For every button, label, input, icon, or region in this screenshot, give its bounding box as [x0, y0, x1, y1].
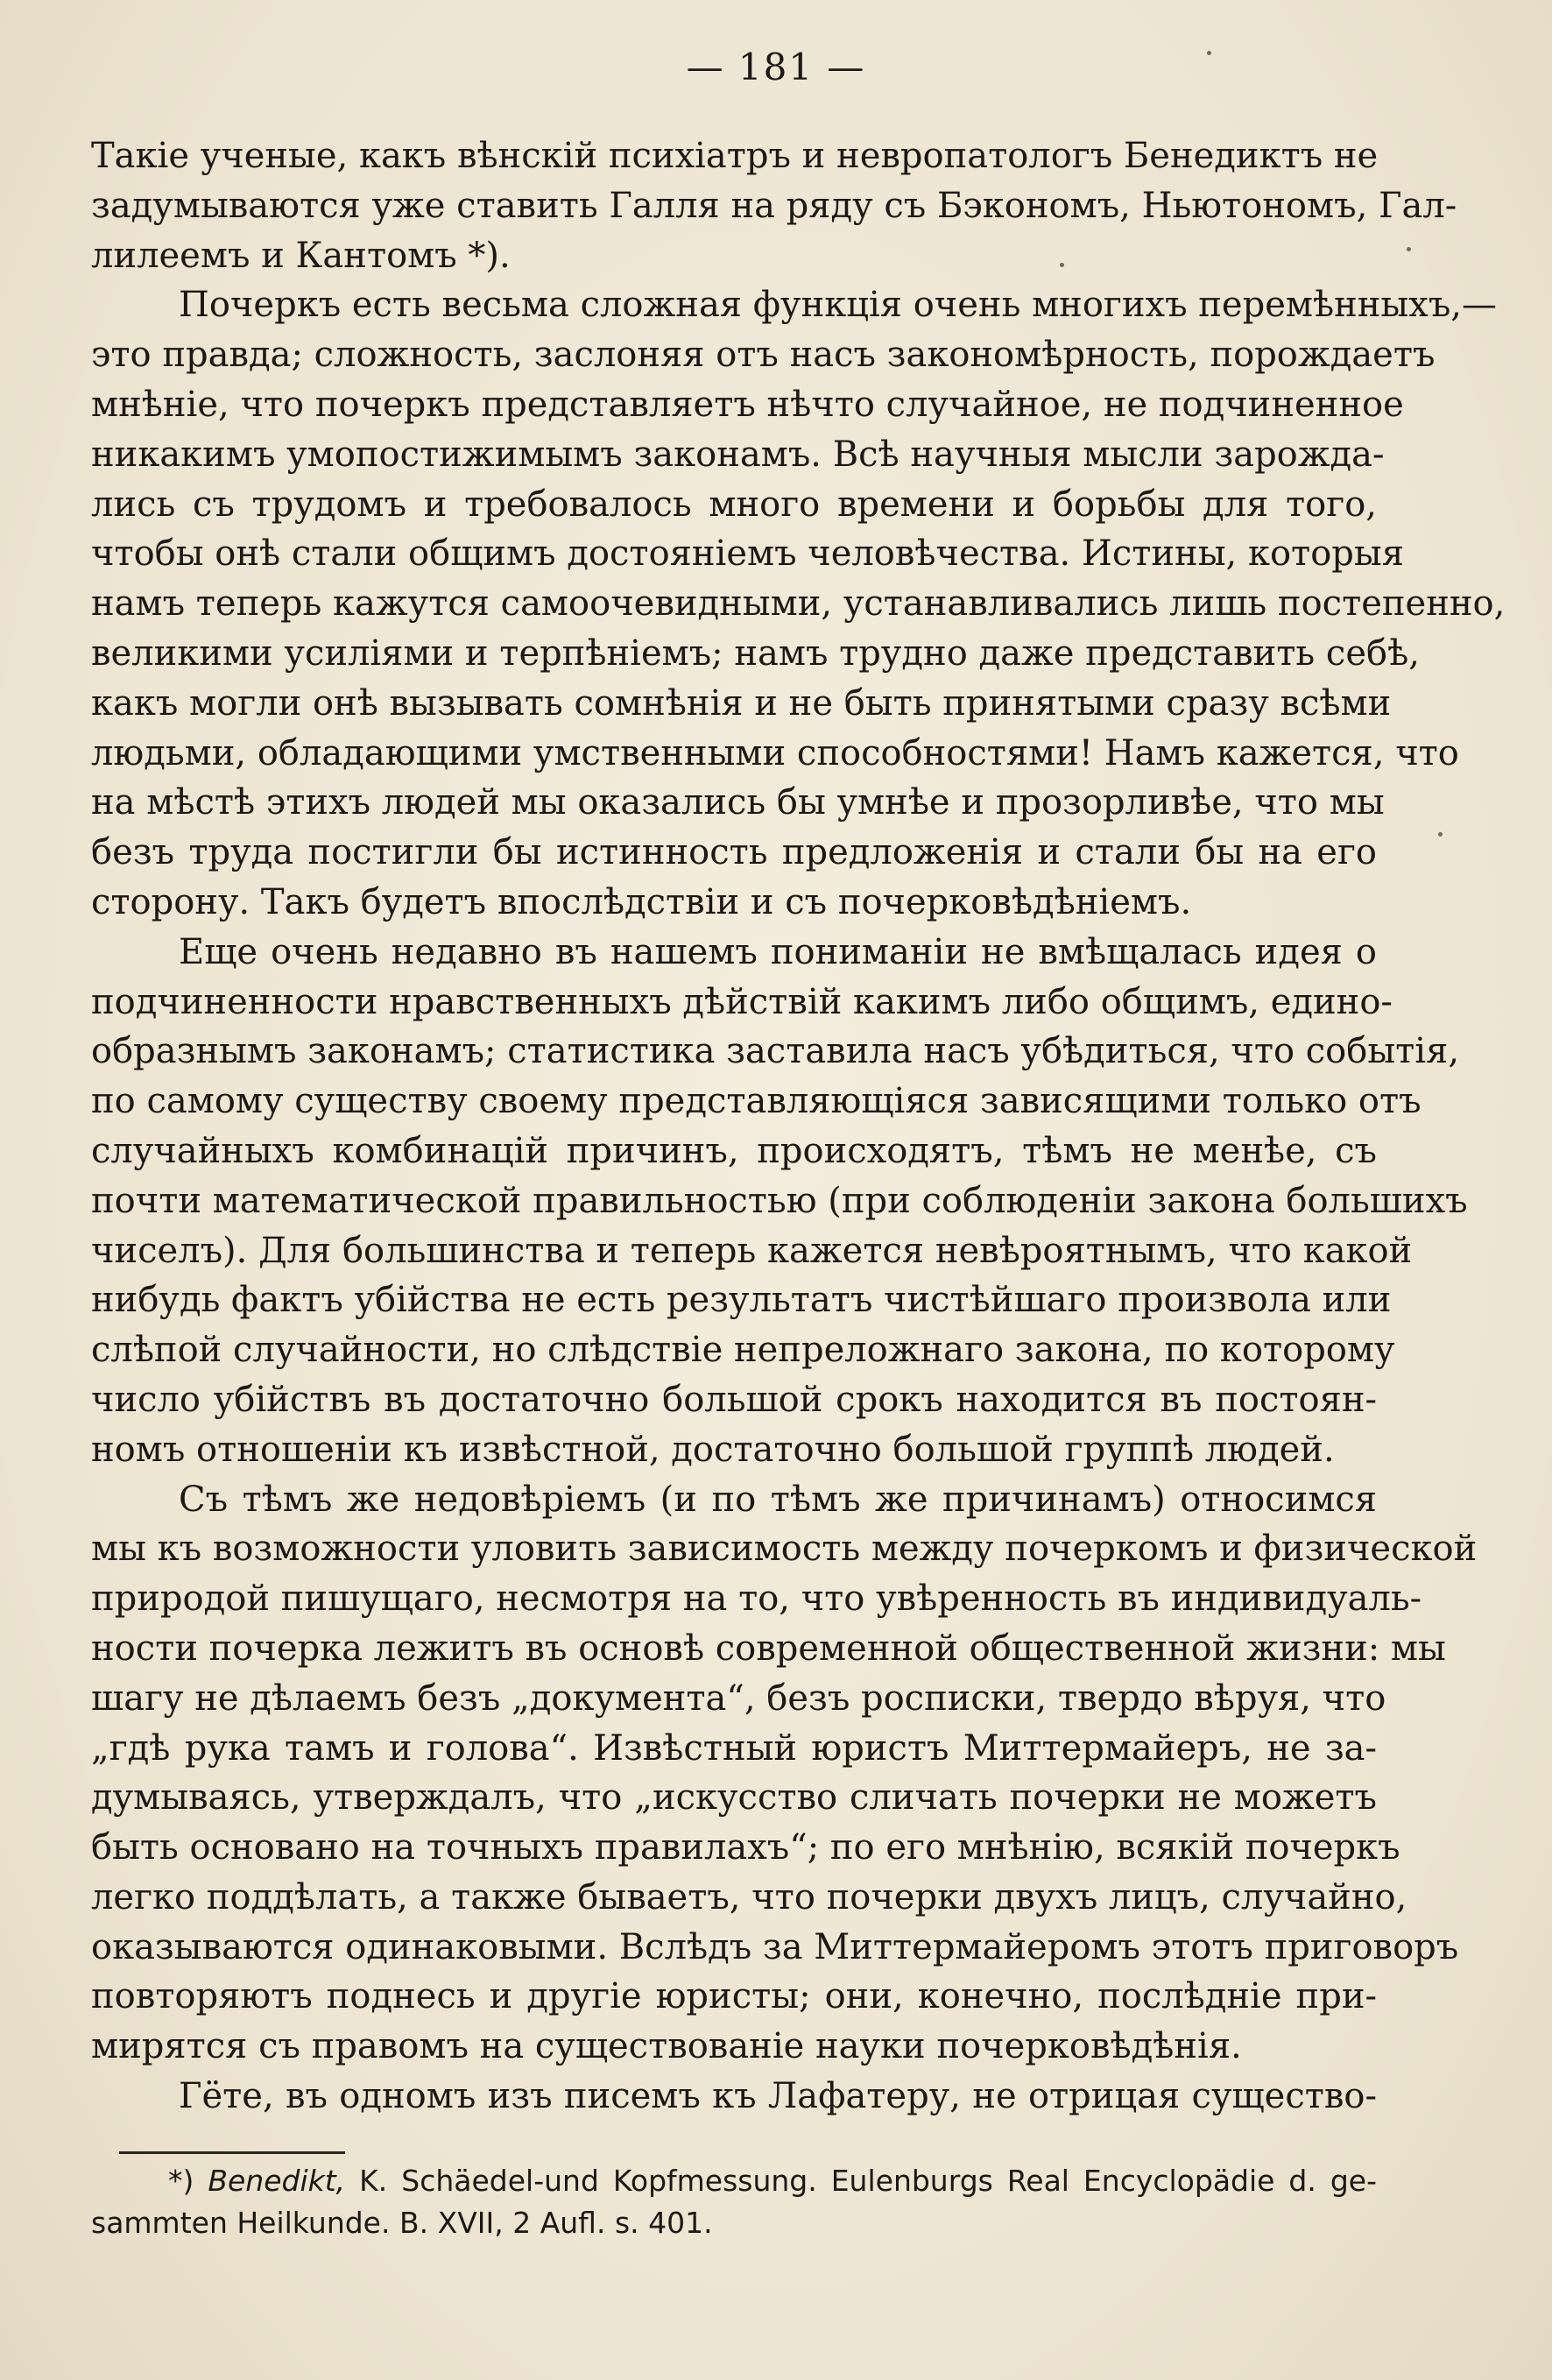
text-line: лилеемъ и Кантомъ *). — [91, 235, 511, 276]
text-line: ности почерка лежитъ въ основѣ современной общественной жизни: мы — [91, 1628, 1446, 1669]
text-line: безъ труда постигли бы истинность предложенія и стали бы на его — [91, 832, 1377, 873]
text-line: природой пишущаго, несмотря на то, что увѣренность въ индивидуаль- — [91, 1578, 1422, 1620]
scan-speck — [1207, 51, 1211, 55]
text-line: оказываются одинаковыми. Вслѣдъ за Миттермайеромъ этотъ приговоръ — [91, 1926, 1459, 1967]
text-line: сторону. Такъ будетъ впослѣдствіи и съ почерковѣдѣніемъ. — [91, 881, 1192, 922]
text-line: никакимъ умопостижимымъ законамъ. Всѣ научныя мысли зарожда- — [91, 434, 1385, 475]
text-line: повторяютъ поднесь и другіе юристы; они, конечно, послѣдніе при- — [91, 1976, 1377, 2017]
paragraph — [91, 2072, 1377, 2122]
footnote-line — [91, 2160, 1377, 2202]
text-line: великими усиліями и терпѣніемъ; намъ трудно даже представить себѣ, — [91, 632, 1420, 674]
text-line: мы къ возможности уловить зависимость между почеркомъ и физической — [91, 1529, 1478, 1570]
text-line: задумываются уже ставить Галля на ряду съ Бэкономъ, Ньютономъ, Гал- — [91, 185, 1457, 226]
paragraph — [91, 1475, 1478, 2073]
text-line: Съ тѣмъ же недовѣріемъ (и по тѣмъ же причинамъ) относимся — [179, 1479, 1377, 1520]
text-line: образнымъ законамъ; статистика заставила насъ убѣдиться, что событія, — [91, 1031, 1460, 1072]
footnote-divider — [119, 2151, 345, 2154]
text-line: случайныхъ комбинацій причинъ, происходятъ, тѣмъ не менѣе, съ — [91, 1130, 1377, 1171]
paragraph — [91, 131, 1457, 280]
text-line: слѣпой случайности, но слѣдствіе непреложнаго закона, по которому — [91, 1330, 1395, 1371]
text-line: быть основано на точныхъ правилахъ“; по его мнѣнію, всякій почеркъ — [91, 1827, 1400, 1868]
text-line: это правда; сложность, заслоняя отъ насъ закономѣрность, порождаетъ — [91, 335, 1436, 376]
footnote-marker: *) — [168, 2164, 194, 2198]
footnote — [91, 2160, 1377, 2244]
text-line: чтобы онѣ стали общимъ достояніемъ человѣчества. Истины, которыя — [91, 533, 1404, 575]
text-line: легко поддѣлать, а также бываетъ, что почерки двухъ лицъ, случайно, — [91, 1876, 1407, 1917]
text-line: Почеркъ есть весьма сложная функція очень многихъ перемѣнныхъ,— — [179, 285, 1497, 326]
footnote-line: sammten Heilkunde. B. XVII, 2 Aufl. s. 401. — [91, 2206, 713, 2240]
scan-speck — [1438, 832, 1443, 837]
text-line: лись съ трудомъ и требовалось много времени и борьбы для того, — [91, 484, 1377, 525]
text-line: Гёте, въ одномъ изъ писемъ къ Лафатеру, не отрицая существо- — [179, 2076, 1377, 2117]
text-line: Еще очень недавно въ нашемъ пониманіи не вмѣщалась идея о — [179, 931, 1377, 972]
text-line: Такіе ученые, какъ вѣнскій психіатръ и невропатологъ Бенедиктъ не — [91, 136, 1379, 176]
text-line: „гдѣ рука тамъ и голова“. Извѣстный юристъ Миттермайеръ, не за- — [91, 1727, 1377, 1769]
text-line: думываясь, утверждалъ, что „искусство сличать почерки не можетъ — [91, 1777, 1377, 1819]
scan-speck — [1407, 247, 1411, 251]
text-line: на мѣстѣ этихъ людей мы оказались бы умнѣе и прозорливѣе, что мы — [91, 782, 1385, 823]
text-line: число убійствъ въ достаточно большой срокъ находится въ постоян- — [91, 1379, 1377, 1420]
text-line: номъ отношеніи къ извѣстной, достаточно большой группѣ людей. — [91, 1429, 1335, 1470]
page-number: — 181 — — [686, 46, 866, 88]
text-line: нибудь фактъ убійства не есть результатъ чистѣйшаго произвола или — [91, 1280, 1392, 1321]
text-line: почти математической правильностью (при соблюденіи закона большихъ — [91, 1180, 1468, 1221]
text-line: чиселъ). Для большинства и теперь кажется невѣроятнымъ, что какой — [91, 1230, 1413, 1271]
text-line: людьми, обладающими умственными способностями! Намъ кажется, что — [91, 732, 1459, 773]
footnote-author: Benedikt, — [208, 2164, 346, 2198]
text-line: по самому существу своему представляющіяся зависящими только отъ — [91, 1081, 1421, 1122]
text-line: мнѣніе, что почеркъ представляетъ нѣчто случайное, не подчиненное — [91, 384, 1404, 425]
paragraph — [91, 928, 1468, 1475]
paragraph — [91, 280, 1506, 927]
body-text — [91, 131, 1506, 2122]
text-line: какъ могли онѣ вызывать сомнѣнія и не быть принятыми сразу всѣми — [91, 682, 1392, 724]
text-line: мирятся съ правомъ на существованіе науки почерковѣдѣнія. — [91, 2026, 1242, 2067]
text-line: подчиненности нравственныхъ дѣйствій какимъ либо общимъ, едино- — [91, 981, 1393, 1022]
scan-speck — [1060, 263, 1064, 267]
text-line: намъ теперь кажутся самоочевидными, устанавливались лишь постепенно, — [91, 583, 1506, 625]
footnote-citation: K. Schäedel-und Kopfmessung. Eulenburgs Real Encyclopädie d. ge- — [359, 2164, 1378, 2198]
text-line: шагу не дѣлаемъ безъ „документа“, безъ росписки, твердо вѣруя, что — [91, 1677, 1386, 1719]
